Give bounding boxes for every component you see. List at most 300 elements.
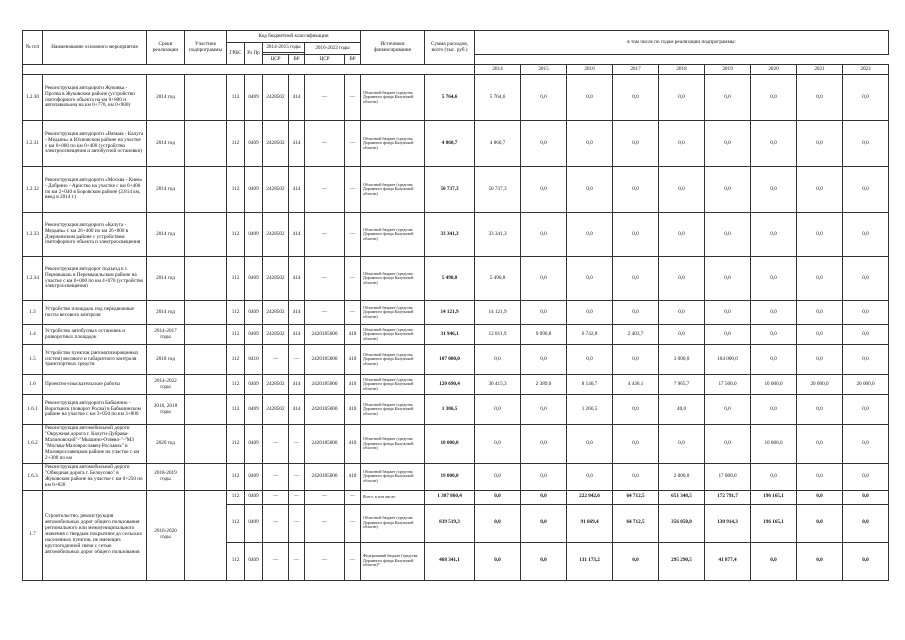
row-year-value: 130 914,3 [705, 504, 751, 542]
row-year-value: 0,0 [705, 121, 751, 167]
row-rzpr: 0409 [245, 257, 263, 301]
row-num: 1.6 [23, 375, 43, 395]
row-year-value: 0,0 [475, 345, 521, 375]
row-year-value: 172 791,7 [705, 490, 751, 504]
row-sum: 1 307 860,4 [425, 490, 475, 504]
row-year-value: 0,0 [705, 257, 751, 301]
row-year-value: 0,0 [567, 75, 613, 121]
row-num: 1.4 [23, 325, 43, 345]
row-term: 2014 год [147, 167, 185, 213]
row-term: 2014-2022 годы [147, 375, 185, 395]
row-participant [185, 425, 227, 464]
header-year-2022: 2022 [843, 65, 889, 75]
header-participants: Участник подпрограммы [185, 31, 227, 65]
row-source: Областной бюджет (средства Дорожного фонда Калужской области) [361, 75, 425, 121]
row-rzpr: 0409 [245, 375, 263, 395]
row-rzpr: 0409 [245, 167, 263, 213]
row-year-value: 0,0 [705, 395, 751, 425]
row-vr2: — [345, 504, 361, 542]
row-vr2: — [345, 301, 361, 325]
row-year-value: 0,0 [659, 325, 705, 345]
header-grbs: ГРБС [227, 43, 245, 65]
row-year-value: 0,0 [797, 395, 843, 425]
row-vr: 414 [289, 121, 305, 167]
budget-table-page [22, 30, 888, 581]
row-participant [185, 257, 227, 301]
row-year-value: 0,0 [659, 121, 705, 167]
table-row [23, 167, 889, 213]
years-row [23, 65, 889, 75]
row-csr2: — [305, 121, 345, 167]
row-year-value: 356 058,0 [659, 504, 705, 542]
row-grbs: 112 [227, 167, 245, 213]
row-year-value: 6 742,8 [567, 325, 613, 345]
header-vr-2: ВР [345, 55, 361, 65]
row-year-value: 0,0 [475, 504, 521, 542]
row-year-value: 196 165,1 [751, 490, 797, 504]
row-grbs: 112 [227, 504, 245, 542]
row-year-value: 0,0 [751, 121, 797, 167]
row-year-value: 20 000,0 [797, 375, 843, 395]
row-participant [185, 121, 227, 167]
row-year-value: 0,0 [613, 463, 659, 490]
row-participant [185, 395, 227, 425]
row-csr2: 2420185000 [305, 325, 345, 345]
header-year-2016: 2016 [567, 65, 613, 75]
row-vr2: — [345, 542, 361, 580]
row-year-value: 0,0 [567, 301, 613, 325]
row-vr: 414 [289, 167, 305, 213]
row-vr: — [289, 504, 305, 542]
row-grbs: 112 [227, 213, 245, 257]
row-source: Областной бюджет (средства Дорожного фонда Калужской области) [361, 395, 425, 425]
row-num: 1.3 [23, 301, 43, 325]
row-csr2: — [305, 75, 345, 121]
row-grbs: 112 [227, 490, 245, 504]
table-row [23, 121, 889, 167]
row-year-value: 0,0 [751, 325, 797, 345]
row-year-value: 20 000,0 [843, 375, 889, 395]
row-term: 2016, 2018 годы [147, 395, 185, 425]
row-sum: 33 341,3 [425, 213, 475, 257]
row-year-value: 0,0 [567, 345, 613, 375]
row-grbs: 112 [227, 375, 245, 395]
row-rzpr: 0409 [245, 121, 263, 167]
row-year-value: 196 165,1 [751, 504, 797, 542]
row-rzpr: 0409 [245, 325, 263, 345]
row-csr2: 2420185000 [305, 463, 345, 490]
row-vr2: 410 [345, 325, 361, 345]
row-sum: 468 341,1 [425, 542, 475, 580]
row-csr: — [263, 425, 289, 464]
row-vr: 414 [289, 75, 305, 121]
row-year-value: 0,0 [751, 75, 797, 121]
row-year-value: 8 140,7 [567, 375, 613, 395]
row-year-value: 10 000,0 [751, 425, 797, 464]
row-year-value: 14 121,9 [475, 301, 521, 325]
row-vr2: — [345, 257, 361, 301]
header-budget-code: Код бюджетной классификации [227, 31, 361, 43]
row-year-value: 5 490,8 [475, 257, 521, 301]
row-csr: — [263, 542, 289, 580]
row-year-value: 0,0 [843, 325, 889, 345]
row-year-value: 0,0 [567, 257, 613, 301]
row-year-value: 0,0 [705, 301, 751, 325]
row-year-value: 12 811,9 [475, 325, 521, 345]
row-year-value: 2 000,0 [659, 463, 705, 490]
table-row [23, 213, 889, 257]
row-year-value: 0,0 [613, 542, 659, 580]
row-year-value: 0,0 [843, 463, 889, 490]
row-name: Строительство, реконструкция автомобильных дорог общего пользования регионального или межмуниципального значения с твердым покрытием до сельских населенных пунктов, не имеющих круглогодичной связи с сетью автомобильных дорог общего пользования [43, 490, 147, 580]
row-csr2: 2420185000 [305, 345, 345, 375]
header-year-2021: 2021 [797, 65, 843, 75]
row-year-value: 0,0 [521, 167, 567, 213]
row-participant [185, 463, 227, 490]
row-name: Реконструкция автомобильной дороги "Обводная дорога г. Белоусово" в Жуковском районе на участке с км 0+250 по км 0+820 [43, 463, 147, 490]
row-sum: 50 737,3 [425, 167, 475, 213]
row-csr: — [263, 490, 289, 504]
row-year-value: 0,0 [751, 213, 797, 257]
header-year-2019: 2019 [705, 65, 751, 75]
row-year-value: 3 000,0 [659, 345, 705, 375]
row-source: Областной бюджет (средства Дорожного фонда Калужской области) [361, 213, 425, 257]
header-csr-2: ЦСР [305, 55, 345, 65]
table-row [23, 395, 889, 425]
row-grbs: 112 [227, 425, 245, 464]
row-sum: 10 000,0 [425, 425, 475, 464]
row-sum: 14 121,9 [425, 301, 475, 325]
row-year-value: 0,0 [797, 345, 843, 375]
row-csr: 2428502 [263, 213, 289, 257]
row-year-value: 0,0 [751, 395, 797, 425]
row-year-value: 17 500,0 [705, 375, 751, 395]
row-source: Областной бюджет (средства Дорожного фонда Калужской области) [361, 301, 425, 325]
table-row [23, 301, 889, 325]
row-term: 2014 год [147, 121, 185, 167]
row-term: 2014 год [147, 213, 185, 257]
row-csr2: 2420185000 [305, 425, 345, 464]
row-name: Реконструкция автодороги «Вязьма - Калуга - Медынь» в Юхновском районе на участке с км 0+000 по км 0+400 (устройство электроосвещения и автобусной остановки) [43, 121, 147, 167]
row-year-value: 0,0 [797, 75, 843, 121]
row-year-value: 10 000,0 [751, 375, 797, 395]
row-year-value: 0,0 [751, 463, 797, 490]
row-rzpr: 0409 [245, 504, 263, 542]
row-source: Областной бюджет (средства Дорожного фонда Калужской области) [361, 121, 425, 167]
row-year-value: 4 436,1 [613, 375, 659, 395]
row-name: Реконструкция автодороги «Москва - Киев» - Добрино - Ариство на участке с км 0+400 по км 2+040 в Боровском районе (2,814 км, ввод в 2014 г.) [43, 167, 147, 213]
row-vr2: 410 [345, 425, 361, 464]
row-year-value: 0,0 [843, 542, 889, 580]
row-year-value: 0,0 [521, 213, 567, 257]
row-year-value: 0,0 [843, 213, 889, 257]
row-year-value: 0,0 [705, 213, 751, 257]
row-csr: 2428502 [263, 75, 289, 121]
row-source: Всего, в том числе: [361, 490, 425, 504]
table-row [23, 375, 889, 395]
row-year-value: 0,0 [613, 213, 659, 257]
row-num: 1.6.1 [23, 395, 43, 425]
header-2016-2022: 2016-2022 годы [305, 43, 361, 55]
row-year-value: 0,0 [843, 75, 889, 121]
row-participant [185, 490, 227, 580]
row-name: Реконструкция автодороги Жуковка - Протва в Жуковском районе (устройство светофорного объекта на км 0+800 и автопавильона на км 0+770, км 0+900) [43, 75, 147, 121]
row-source: Областной бюджет (средства Дорожного фонда Калужской области) [361, 345, 425, 375]
row-csr: 2428502 [263, 257, 289, 301]
row-term: 2016-2020 годы [147, 490, 185, 580]
row-csr2: — [305, 213, 345, 257]
row-year-value: 0,0 [797, 504, 843, 542]
row-csr: 2428502 [263, 375, 289, 395]
row-year-value: 0,0 [475, 425, 521, 464]
row-source: Федеральный бюджет (средства Дорожного фонда Калужской области)* [361, 542, 425, 580]
row-sum: 120 690,4 [425, 375, 475, 395]
row-vr2: — [345, 75, 361, 121]
row-participant [185, 301, 227, 325]
row-participant [185, 375, 227, 395]
table-row [23, 425, 889, 464]
row-year-value: 0,0 [751, 167, 797, 213]
row-year-value: 131 173,2 [567, 542, 613, 580]
header-term: Сроки реализации [147, 31, 185, 65]
header-num: № п/п [23, 31, 43, 65]
table-row [23, 325, 889, 345]
table-row [23, 75, 889, 121]
row-year-value: 0,0 [843, 167, 889, 213]
row-year-value: 0,0 [843, 395, 889, 425]
row-year-value: 104 000,0 [705, 345, 751, 375]
row-csr: 2428502 [263, 325, 289, 345]
row-rzpr: 0409 [245, 463, 263, 490]
table-row [23, 490, 889, 504]
row-year-value: 0,0 [843, 301, 889, 325]
row-year-value: 0,0 [797, 542, 843, 580]
row-source: Областной бюджет (средства Дорожного фонда Калужской области) [361, 375, 425, 395]
row-term: 2014-2017 годы [147, 325, 185, 345]
row-year-value: 64 712,5 [613, 490, 659, 504]
budget-table [22, 30, 889, 581]
table-row [23, 463, 889, 490]
row-year-value: 0,0 [797, 325, 843, 345]
row-sum: 1 306,5 [425, 395, 475, 425]
row-year-value: 0,0 [475, 490, 521, 504]
row-year-value: 4 860,7 [475, 121, 521, 167]
row-year-value: 0,0 [797, 167, 843, 213]
header-year-2020: 2020 [751, 65, 797, 75]
row-name: Устройство автобусных остановок и разворотных площадок [43, 325, 147, 345]
row-year-value: 0,0 [521, 504, 567, 542]
row-year-value: 0,0 [843, 425, 889, 464]
row-year-value: 0,0 [521, 425, 567, 464]
row-term: 2014 год [147, 257, 185, 301]
row-participant [185, 75, 227, 121]
row-year-value: 0,0 [797, 425, 843, 464]
row-vr: 414 [289, 213, 305, 257]
row-source: Областной бюджет (средства Дорожного фонда Калужской области) [361, 257, 425, 301]
row-year-value: 0,0 [521, 490, 567, 504]
row-grbs: 112 [227, 301, 245, 325]
row-year-value: 0,0 [659, 167, 705, 213]
row-csr2: — [305, 167, 345, 213]
row-source: Областной бюджет (средства Дорожного фонда Калужской области) [361, 463, 425, 490]
row-csr2: — [305, 490, 345, 504]
row-year-value: 0,0 [659, 213, 705, 257]
header-year-2018: 2018 [659, 65, 705, 75]
row-year-value: 17 000,0 [705, 463, 751, 490]
row-year-value: 0,0 [751, 257, 797, 301]
row-csr2: 2420185000 [305, 395, 345, 425]
row-year-value: 0,0 [521, 75, 567, 121]
row-csr: 2428502 [263, 395, 289, 425]
row-year-value: 40,0 [659, 395, 705, 425]
row-year-value: 0,0 [659, 301, 705, 325]
row-vr: 414 [289, 301, 305, 325]
row-year-value: 0,0 [797, 213, 843, 257]
row-year-value: 0,0 [475, 542, 521, 580]
row-year-value: 0,0 [705, 425, 751, 464]
row-csr2: — [305, 301, 345, 325]
row-participant [185, 345, 227, 375]
row-year-value: 0,0 [475, 395, 521, 425]
row-year-value: 222 842,6 [567, 490, 613, 504]
row-year-value: 0,0 [797, 301, 843, 325]
row-year-value: 0,0 [843, 345, 889, 375]
table-body [23, 75, 889, 581]
table-row [23, 257, 889, 301]
row-year-value: 0,0 [705, 325, 751, 345]
row-grbs: 112 [227, 542, 245, 580]
row-vr: — [289, 345, 305, 375]
row-year-value: 0,0 [613, 167, 659, 213]
row-year-value: 0,0 [843, 257, 889, 301]
row-source: Областной бюджет (средства Дорожного фонда Калужской области) [361, 167, 425, 213]
row-vr2: — [345, 490, 361, 504]
row-name: Устройство пунктов (автоматизированных систем) весового и габаритного контроля транспортных средств [43, 345, 147, 375]
row-year-value: 2 389,0 [521, 375, 567, 395]
row-vr: — [289, 490, 305, 504]
row-name: Реконструкция автомобильной дороги "Окружная дорога г. Калуги-Дубрава-Малиновский"-"Мышино-Отяево-"-"М3 "Москва-Малоярославец-Рославль" в Малоярославецком районе на участке с км 2+300 по км [43, 425, 147, 464]
row-vr: — [289, 463, 305, 490]
row-year-value: 0,0 [659, 425, 705, 464]
row-term: 2018 год [147, 345, 185, 375]
row-year-value: 0,0 [475, 463, 521, 490]
row-year-value: 0,0 [613, 395, 659, 425]
row-grbs: 112 [227, 395, 245, 425]
row-csr2: — [305, 257, 345, 301]
row-year-value: 2 403,7 [613, 325, 659, 345]
row-year-value: 0,0 [521, 542, 567, 580]
row-year-value: 0,0 [567, 167, 613, 213]
header-by-years: в том числе по годам реализации подпрограммы: [475, 31, 889, 55]
row-num: 1.2.33 [23, 213, 43, 257]
row-year-value: 50 737,3 [475, 167, 521, 213]
row-term: 2020 год [147, 425, 185, 464]
row-rzpr: 0409 [245, 213, 263, 257]
row-participant [185, 325, 227, 345]
row-source: Областной бюджет (средства Дорожного фонда Калужской области) [361, 504, 425, 542]
row-year-value: 0,0 [521, 121, 567, 167]
row-year-value: 33 341,3 [475, 213, 521, 257]
row-grbs: 112 [227, 257, 245, 301]
years-row-blank [23, 65, 475, 75]
header-name: Наименование основного мероприятия [43, 31, 147, 65]
header-rzpr: Рз Пр [245, 43, 263, 65]
row-num: 1.5 [23, 345, 43, 375]
row-sum: 5 764,6 [425, 75, 475, 121]
row-year-value: 0,0 [843, 490, 889, 504]
row-year-value: 0,0 [705, 167, 751, 213]
header-2014-2015: 2014-2015 годы [263, 43, 305, 53]
row-rzpr: 0409 [245, 490, 263, 504]
row-participant [185, 167, 227, 213]
row-num: 1.2.31 [23, 121, 43, 167]
row-vr: 414 [289, 325, 305, 345]
row-vr2: 410 [345, 375, 361, 395]
row-sum: 4 860,7 [425, 121, 475, 167]
header-csr: ЦСР [263, 55, 289, 65]
row-name: Реконструкция автодорог подъезд к с. Перемышль в Перемышльском районе на участке с км 0+000 по км 4+070 (устройство электроосвещения) [43, 257, 147, 301]
row-name: Реконструкция автодороги «Калуга - Медынь» с км 26+400 по км 26+800 в Дзержинском районе с устройством светофорного объекта и электроосвещения [43, 213, 147, 257]
row-num: 1.2.32 [23, 167, 43, 213]
row-vr2: — [345, 167, 361, 213]
row-num: 1.6.3 [23, 463, 43, 490]
row-year-value: 0,0 [567, 213, 613, 257]
row-year-value: 5 764,6 [475, 75, 521, 121]
row-csr: — [263, 345, 289, 375]
row-year-value: 0,0 [797, 463, 843, 490]
row-year-value: 9 090,8 [521, 325, 567, 345]
row-year-value: 0,0 [659, 257, 705, 301]
row-vr: 414 [289, 257, 305, 301]
table-header [23, 31, 889, 75]
row-vr: — [289, 542, 305, 580]
header-source: Источники финансирования [361, 31, 425, 65]
row-num: 1.2.30 [23, 75, 43, 121]
row-name: Устройство площадок под передвижные посты весового контроля [43, 301, 147, 325]
row-year-value: 41 877,4 [705, 542, 751, 580]
row-year-value: 0,0 [613, 301, 659, 325]
row-year-value: 651 348,5 [659, 490, 705, 504]
row-name: Проектно-изыскательские работы [43, 375, 147, 395]
row-sum: 31 946,1 [425, 325, 475, 345]
row-year-value: 0,0 [705, 75, 751, 121]
row-sum: 107 000,0 [425, 345, 475, 375]
row-year-value: 0,0 [521, 395, 567, 425]
row-csr: 2428502 [263, 167, 289, 213]
row-year-value: 0,0 [613, 257, 659, 301]
row-sum: 19 000,0 [425, 463, 475, 490]
row-year-value: 0,0 [843, 121, 889, 167]
header-year-2015: 2015 [521, 65, 567, 75]
row-sum: 839 519,3 [425, 504, 475, 542]
row-year-value: 0,0 [797, 121, 843, 167]
row-grbs: 112 [227, 463, 245, 490]
row-name: Реконструкция автодороги Бабынино - Воротынск (поворот Росва) в Бабынинском районе на участке с км 3+050 по км 3+800 [43, 395, 147, 425]
row-year-value: 0,0 [659, 75, 705, 121]
row-year-value: 0,0 [613, 75, 659, 121]
row-vr2: 410 [345, 463, 361, 490]
row-num: 1.6.2 [23, 425, 43, 464]
row-year-value: 0,0 [613, 345, 659, 375]
row-year-value: 0,0 [567, 121, 613, 167]
row-vr2: 410 [345, 345, 361, 375]
row-year-value: 7 965,7 [659, 375, 705, 395]
row-source: Областной бюджет (средства Дорожного фонда Калужской области) [361, 425, 425, 464]
row-csr: 2428502 [263, 301, 289, 325]
row-year-value: 0,0 [751, 542, 797, 580]
row-term: 2014 год [147, 75, 185, 121]
row-year-value: 295 290,5 [659, 542, 705, 580]
